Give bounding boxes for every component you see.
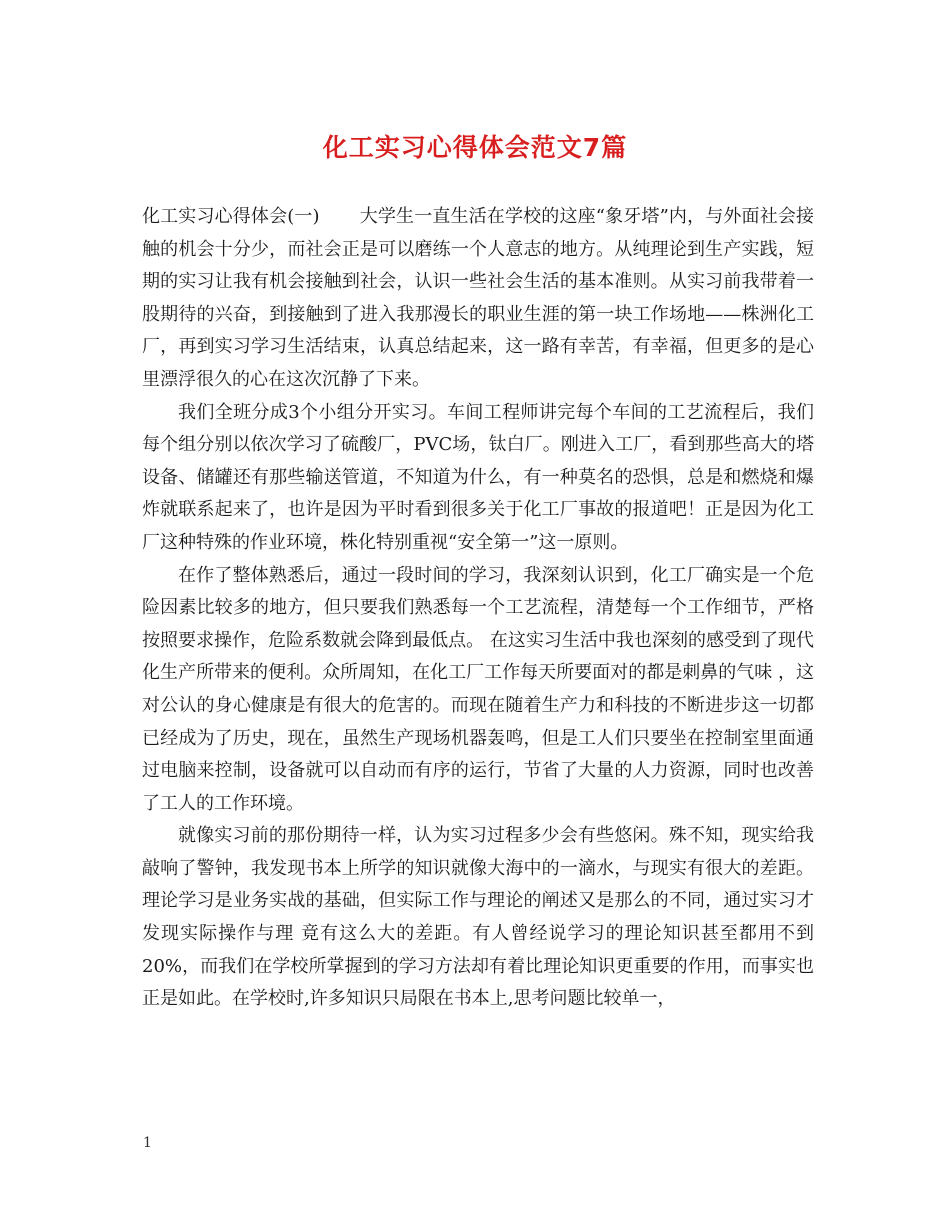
document-body <box>142 201 814 1016</box>
paragraph-1 <box>142 201 814 397</box>
paragraph-2: 我们全班分成3个小组分开实习。车间工程师讲完每个车间的工艺流程后，我们每个组分别以依次学习了硫酸厂，PVC场，钛白厂。刚进入工厂，看到那些高大的塔设备、储罐还有那些输送管道，不知道为什么，有一种莫名的恐惧，总是和燃烧和爆炸就联系起来了，也许是因为平时看到很多关于化工厂事故的报道吧！正是因为化工厂这种特殊的作业环境，株化特别重视“安全第一”这一原则。 <box>142 401 814 553</box>
paragraph-3: 在作了整体熟悉后，通过一段时间的学习，我深刻认识到，化工厂确实是一个危险因素比较多的地方，但只要我们熟悉每一个工艺流程，清楚每一个工作细节，严格按照要求操作，危险系数就会降到最低点。 在这实习生活中我也深刻的感受到了现代化生产所带来的便利。众所周知，在化工厂工作每天所要面对的都是刺鼻的气味 ，这对公认的身心健康是有很大的危害的。而现在随着生产力和科技的不断进步这一切都已经成为了历史，现在，虽然生产现场机器轰鸣，但是工人们只要坐在控制室里面通过电脑来控制，设备就可以自动而有序的运行，节省了大量的人力资源，同时也改善了工人的工作环境。 <box>142 564 814 814</box>
paragraph-1-text: 大学生一直生活在学校的这座“象牙塔”内，与外面社会接触的机会十分少，而社会正是可以磨练一个人意志的地方。从纯理论到生产实践，短期的实习让我有机会接触到社会，认识一些社会生活的基本准则。从实习前我带着一股期待的兴奋，到接触到了进入我那漫长的职业生涯的第一块工作场地——株洲化工厂，再到实习学习生活结束，认真总结起来，这一路有幸苦，有幸福，但更多的是心里漂浮很久的心在这次沉静了下来。 <box>142 206 815 390</box>
document-title: 化工实习心得体会范文7篇 <box>322 133 628 162</box>
paragraph-4: 就像实习前的那份期待一样，认为实习过程多少会有些悠闲。殊不知，现实给我敲响了警钟，我发现书本上所学的知识就像大海中的一滴水，与现实有很大的差距。理论学习是业务实战的基础，但实际工作与理论的阐述又是那么的不同，通过实习才发现实际操作与理 竟有这么大的差距。有人曾经说学习的理论知识甚至都用不到20%，而我们在学校所掌握到的学习方法却有着比理论知识更重要的作用，而事实也正是如此。在学校时,许多知识只局限在书本上,思考问题比较单一， <box>142 825 814 1010</box>
page-number: 1 <box>143 1135 152 1151</box>
section-heading: 化工实习心得体会(一) <box>142 206 320 227</box>
